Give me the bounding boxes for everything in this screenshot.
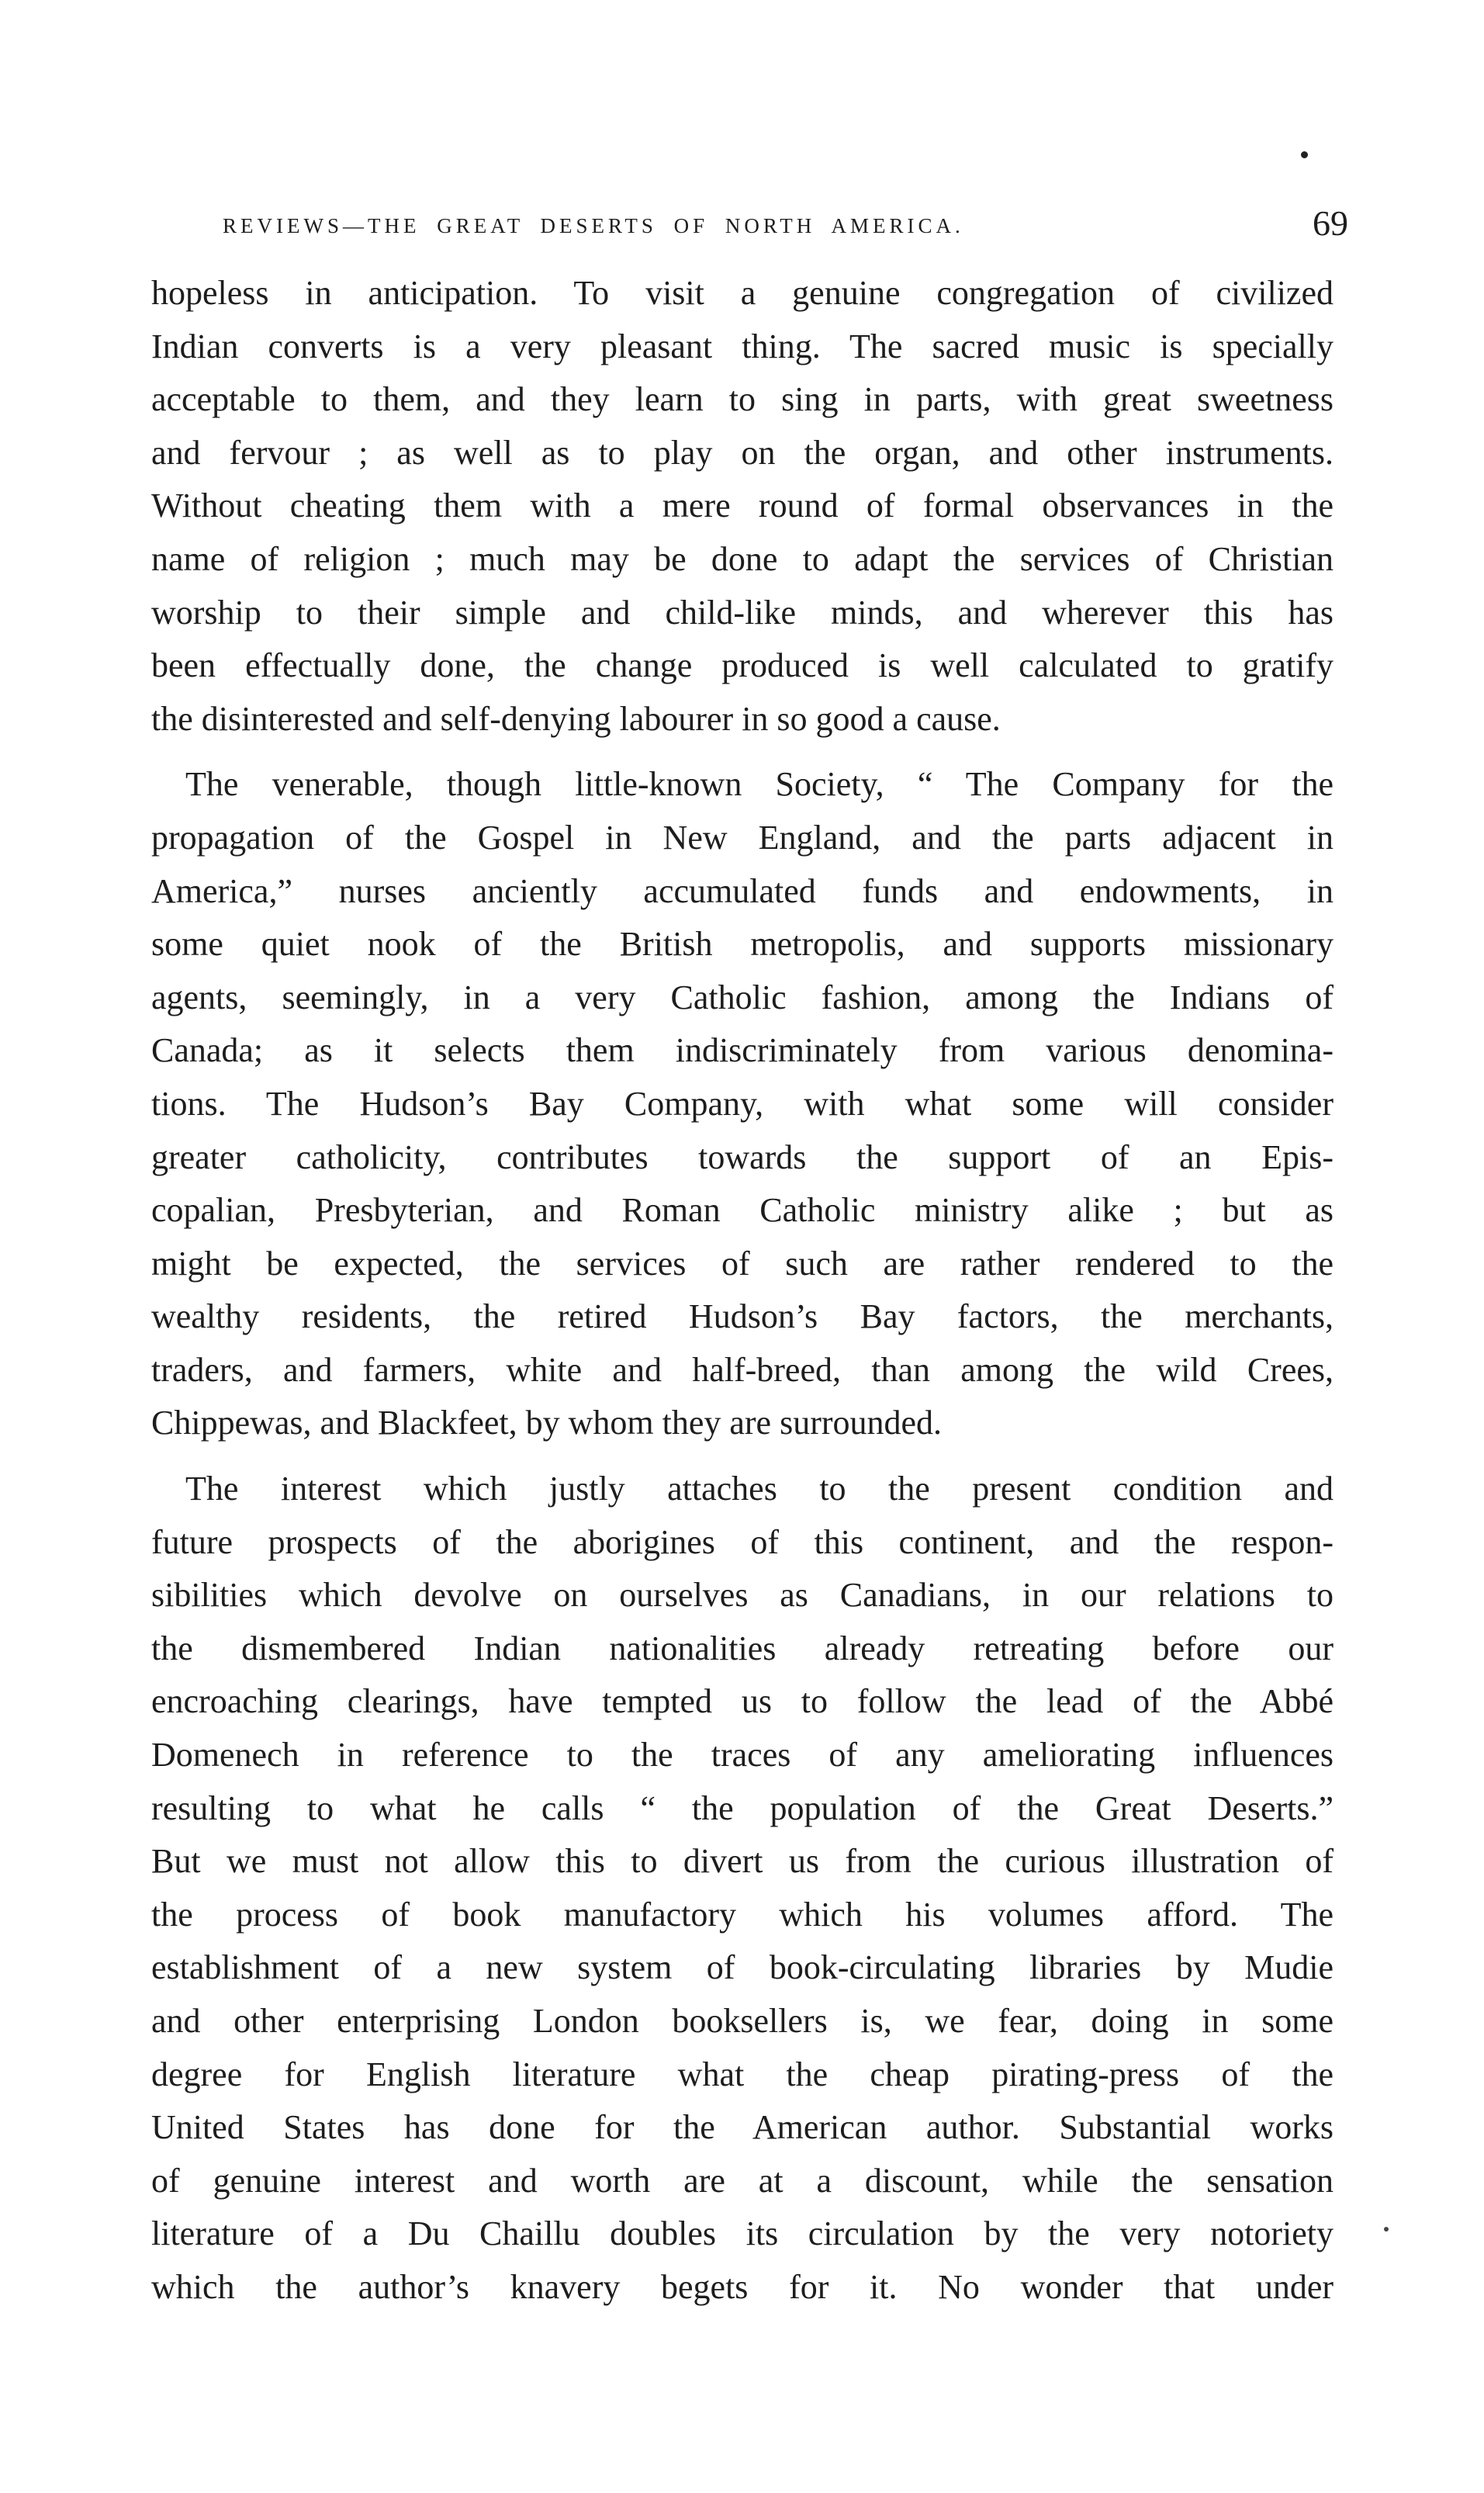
text-line: copalian, Presbyterian, and Roman Catholic ministry alike ; but as: [151, 1191, 1334, 1230]
ink-speck: [1384, 2227, 1389, 2232]
text-line: agents, seemingly, in a very Catholic fashion, among the Indians of: [151, 978, 1334, 1016]
text-line: The venerable, though little-known Society, “ The Company for the: [185, 765, 1334, 804]
text-line: traders, and farmers, white and half-breed, than among the wild Crees,: [151, 1350, 1334, 1389]
paragraph: [151, 758, 1334, 1450]
text-line: been effectually done, the change produced is well calculated to gratify: [151, 646, 1334, 685]
paragraph-gap: [151, 1450, 1334, 1463]
text-line: wealthy residents, the retired Hudson’s Bay factors, the merchants,: [151, 1297, 1334, 1336]
paragraph: [151, 267, 1334, 746]
paragraph-gap: [151, 746, 1334, 758]
text-line: Without cheating them with a mere round of formal observances in the: [151, 486, 1334, 525]
text-line: America,” nurses anciently accumulated funds and endowments, in: [151, 871, 1334, 910]
text-line: sibilities which devolve on ourselves as Canadians, in our relations to: [151, 1576, 1334, 1615]
text-line: some quiet nook of the British metropolis, and supports missionary: [151, 925, 1334, 964]
text-line: literature of a Du Chaillu doubles its circulation by the very notoriety: [151, 2214, 1334, 2253]
text-line: encroaching clearings, have tempted us to follow the lead of the Abbé: [151, 1682, 1334, 1721]
text-line: the dismembered Indian nationalities already retreating before our: [151, 1629, 1334, 1667]
text-line: worship to their simple and child-like minds, and wherever this has: [151, 593, 1334, 632]
text-line: and fervour ; as well as to play on the organ, and other instruments.: [151, 433, 1334, 472]
paragraph: [151, 1463, 1334, 2315]
ink-speck: [1301, 151, 1308, 158]
page-number: 69: [1313, 203, 1348, 243]
text-line: which the author’s knavery begets for it. No wonder that under: [151, 2267, 1334, 2306]
page-header: [219, 200, 1348, 247]
body-text: [151, 267, 1334, 2315]
running-head: REVIEWS—THE GREAT DESERTS OF NORTH AMERICA.: [223, 214, 964, 237]
text-line: of genuine interest and worth are at a discount, while the sensation: [151, 2161, 1334, 2200]
text-line: Chippewas, and Blackfeet, by whom they are surrounded.: [151, 1404, 943, 1442]
text-line: establishment of a new system of book-circulating libraries by Mudie: [151, 1948, 1334, 1987]
text-line: propagation of the Gospel in New England, and the parts adjacent in: [151, 818, 1334, 857]
text-line: Indian converts is a very pleasant thing. The sacred music is specially: [151, 327, 1334, 365]
text-line: name of religion ; much may be done to adapt the services of Christian: [151, 539, 1334, 578]
text-line: But we must not allow this to divert us from the curious illustration of: [151, 1842, 1334, 1881]
text-line: greater catholicity, contributes towards the support of an Epis-: [151, 1137, 1334, 1176]
text-line: acceptable to them, and they learn to sing in parts, with great sweetness: [151, 380, 1334, 419]
text-line: might be expected, the services of such are rather rendered to the: [151, 1244, 1334, 1283]
text-line: resulting to what he calls “ the population of the Great Deserts.”: [151, 1788, 1334, 1827]
text-line: the process of book manufactory which his volumes afford. The: [151, 1895, 1334, 1934]
text-line: degree for English literature what the cheap pirating-press of the: [151, 2055, 1334, 2093]
text-line: Canada; as it selects them indiscriminately from various denomina-: [151, 1031, 1334, 1070]
text-line: Domenech in reference to the traces of any ameliorating influences: [151, 1736, 1334, 1775]
text-line: future prospects of the aborigines of this continent, and the respon-: [151, 1522, 1334, 1561]
text-line: hopeless in anticipation. To visit a genuine congregation of civilized: [151, 274, 1334, 312]
text-line: The interest which justly attaches to the present condition and: [185, 1470, 1334, 1508]
text-line: and other enterprising London booksellers is, we fear, doing in some: [151, 2002, 1334, 2040]
text-line: tions. The Hudson’s Bay Company, with what some will consider: [151, 1084, 1334, 1123]
text-line: United States has done for the American author. Substantial works: [151, 2108, 1334, 2147]
text-line: the disinterested and self-denying labourer in so good a cause.: [151, 699, 1001, 738]
